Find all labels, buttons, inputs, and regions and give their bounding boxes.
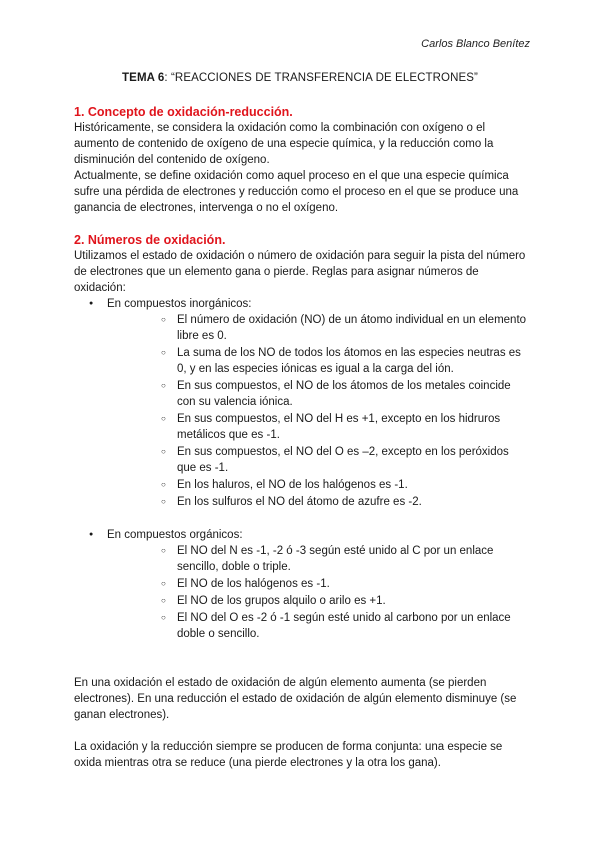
list-item: ○ El NO de los halógenos es -1.	[107, 576, 530, 592]
list-item: ○ En sus compuestos, el NO del O es –2, excepto en los peróxidos que es -1.	[107, 444, 530, 476]
author-name: Carlos Blanco Benítez	[421, 38, 530, 50]
list-item: ○ El NO del N es -1, -2 ó -3 según esté unido al C por un enlace sencillo, doble o triple.	[107, 543, 530, 575]
document-title	[0, 72, 600, 84]
list-item: ○ En sus compuestos, el NO del H es +1, excepto en los hidruros metálicos que es -1.	[107, 411, 530, 443]
section1-paragraph-2: Actualmente, se define oxidación como aquel proceso en el que una especie química sufre una pérdida de electrones y reducción como el proceso en el que se produce una ganancia de electrones, intervenga o no el oxígeno.	[74, 170, 519, 214]
list-item	[74, 296, 530, 510]
list-item: ○ El NO del O es -2 ó -1 según esté unido al carbono por un enlace doble o sencillo.	[107, 610, 530, 642]
list-item: ○ En los haluros, el NO de los halógenos es -1.	[107, 477, 530, 493]
list-item: ○ El número de oxidación (NO) de un átomo individual en un elemento libre es 0.	[107, 312, 530, 344]
section1-heading: 1. Concepto de oxidación-reducción.	[74, 105, 293, 119]
list-item	[74, 527, 530, 642]
title-prefix: TEMA 6	[122, 72, 165, 84]
rules-list-inorganic	[74, 296, 530, 510]
list-item: ○ En sus compuestos, el NO de los átomos de los metales coincide con su valencia iónica.	[107, 378, 530, 410]
organic-rules	[107, 543, 530, 642]
list-item: ○ La suma de los NO de todos los átomos en las especies neutras es 0, y en las especies iónicas es igual a la carga del ión.	[107, 345, 530, 377]
list-item: ○ El NO de los grupos alquilo o arilo es +1.	[107, 593, 530, 609]
section2-intro: Utilizamos el estado de oxidación o número de oxidación para seguir la pista del número de electrones que un elemento gana o pierde. Reglas para asignar números de oxidación:	[74, 250, 526, 294]
inorganic-label: En compuestos inorgánicos:	[107, 298, 252, 310]
document-body	[74, 104, 530, 771]
conjunta-paragraph: La oxidación y la reducción siempre se producen de forma conjunta: una especie se oxida mientras otra se reduce (una pierde electrones y la otra los gana).	[74, 741, 503, 769]
inorganic-rules	[107, 312, 530, 510]
section1-paragraph-1: Históricamente, se considera la oxidación como la combinación con oxígeno o el aumento de contenido de oxígeno de una especie química, y la reducción como la disminución del contenido de oxígeno.	[74, 122, 494, 166]
section2-heading: 2. Números de oxidación.	[74, 233, 226, 247]
redox-paragraph: En una oxidación el estado de oxidación de algún elemento aumenta (se pierden electrones). En una reducción el estado de oxidación de algún elemento disminuye (se ganan electrones).	[74, 677, 517, 721]
list-item: ○ En los sulfuros el NO del átomo de azufre es -2.	[107, 494, 530, 510]
organic-label: En compuestos orgánicos:	[107, 529, 243, 541]
title-text: : “REACCIONES DE TRANSFERENCIA DE ELECTRONES”	[164, 72, 478, 84]
rules-list-organic	[74, 527, 530, 642]
